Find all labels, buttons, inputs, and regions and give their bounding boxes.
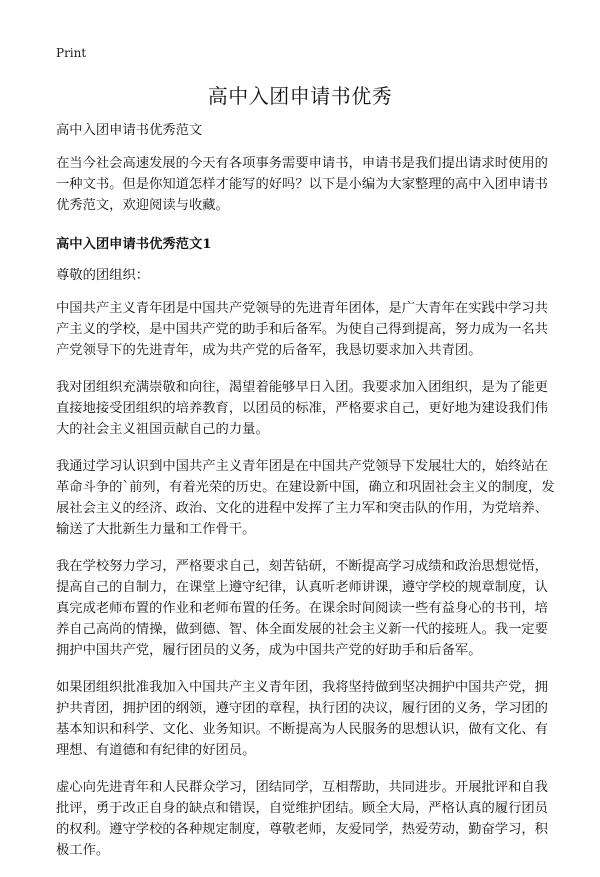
- body-paragraph: 我通过学习认识到中国共产主义青年团是在中国共产党领导下发展壮大的，始终站在革命斗争的`前列，有着光荣的历史。在建设新中国，确立和巩固社会主义的制度，发展社会主义的经济、政治、文化的进程中发挥了主力军和突击队的作用，为党培养、输送了大批新生力量和工作骨干。: [56, 459, 555, 537]
- body-paragraph: 我在学校努力学习，严格要求自己，刻苦钻研，不断提高学习成绩和政治思想觉悟，提高自己的自制力，在课堂上遵守纪律，认真听老师讲课，遵守学校的规章制度，认真完成老师布置的作业和老师布置的任务。在课余时间阅读一些有益身心的书刊，培养自己高尚的情操，做到德、智、体全面发展的社会主义新一代的接班人。我一定要拥护中国共产党，履行团员的义务，成为中国共产党的好助手和后备军。: [56, 559, 548, 658]
- body-paragraph: 虚心向先进青年和人民群众学习，团结同学，互相帮助，共同进步。开展批评和自我批评，勇于改正自身的缺点和错误，自觉维护团结。顾全大局，严格认真的履行团员的权利。遵守学校的各种规定制度，尊敬老师，友爱同学，热爱劳动，勤奋学习，积极工作。: [56, 780, 548, 858]
- print-link[interactable]: Print: [56, 46, 87, 60]
- page-title: 高中入团申请书优秀: [207, 84, 393, 108]
- salutation: 尊敬的团组织：: [56, 268, 150, 283]
- document-subtitle: 高中入团申请书优秀范文: [56, 123, 203, 138]
- body-paragraph: 中国共产主义青年团是中国共产党领导的先进青年团体，是广大青年在实践中学习共产主义的学校，是中国共产党的助手和后备军。为使自己得到提高，努力成为一名共产党领导下的先进青年，成为共产党的后备军，我恳切要求加入共青团。: [56, 301, 548, 358]
- section-heading: 高中入团申请书优秀范文1: [56, 237, 212, 252]
- document-body: [56, 120, 556, 877]
- body-paragraph: 如果团组织批准我加入中国共产主义青年团，我将坚持做到坚决拥护中国共产党，拥护共青团，拥护团的纲领，遵守团的章程，执行团的决议，履行团的义务，学习团的基本知识和科学、文化、业务知识。不断提高为人民服务的思想认识，做有文化、有理想、有道德和有纪律的好团员。: [56, 680, 548, 758]
- body-paragraph: 我对团组织充满崇敬和向往，渴望着能够早日入团。我要求加入团组织，是为了能更直接地接受团组织的培养教育，以团员的标准，严格要求自己，更好地为建设我们伟大的社会主义祖国贡献自己的力量。: [56, 380, 548, 437]
- intro-paragraph: 在当今社会高速发展的今天有各项事务需要申请书，申请书是我们提出请求时使用的一种文书。但是你知道怎样才能写的好吗？以下是小编为大家整理的高中入团申请书优秀范文，欢迎阅读与收藏。: [56, 156, 548, 213]
